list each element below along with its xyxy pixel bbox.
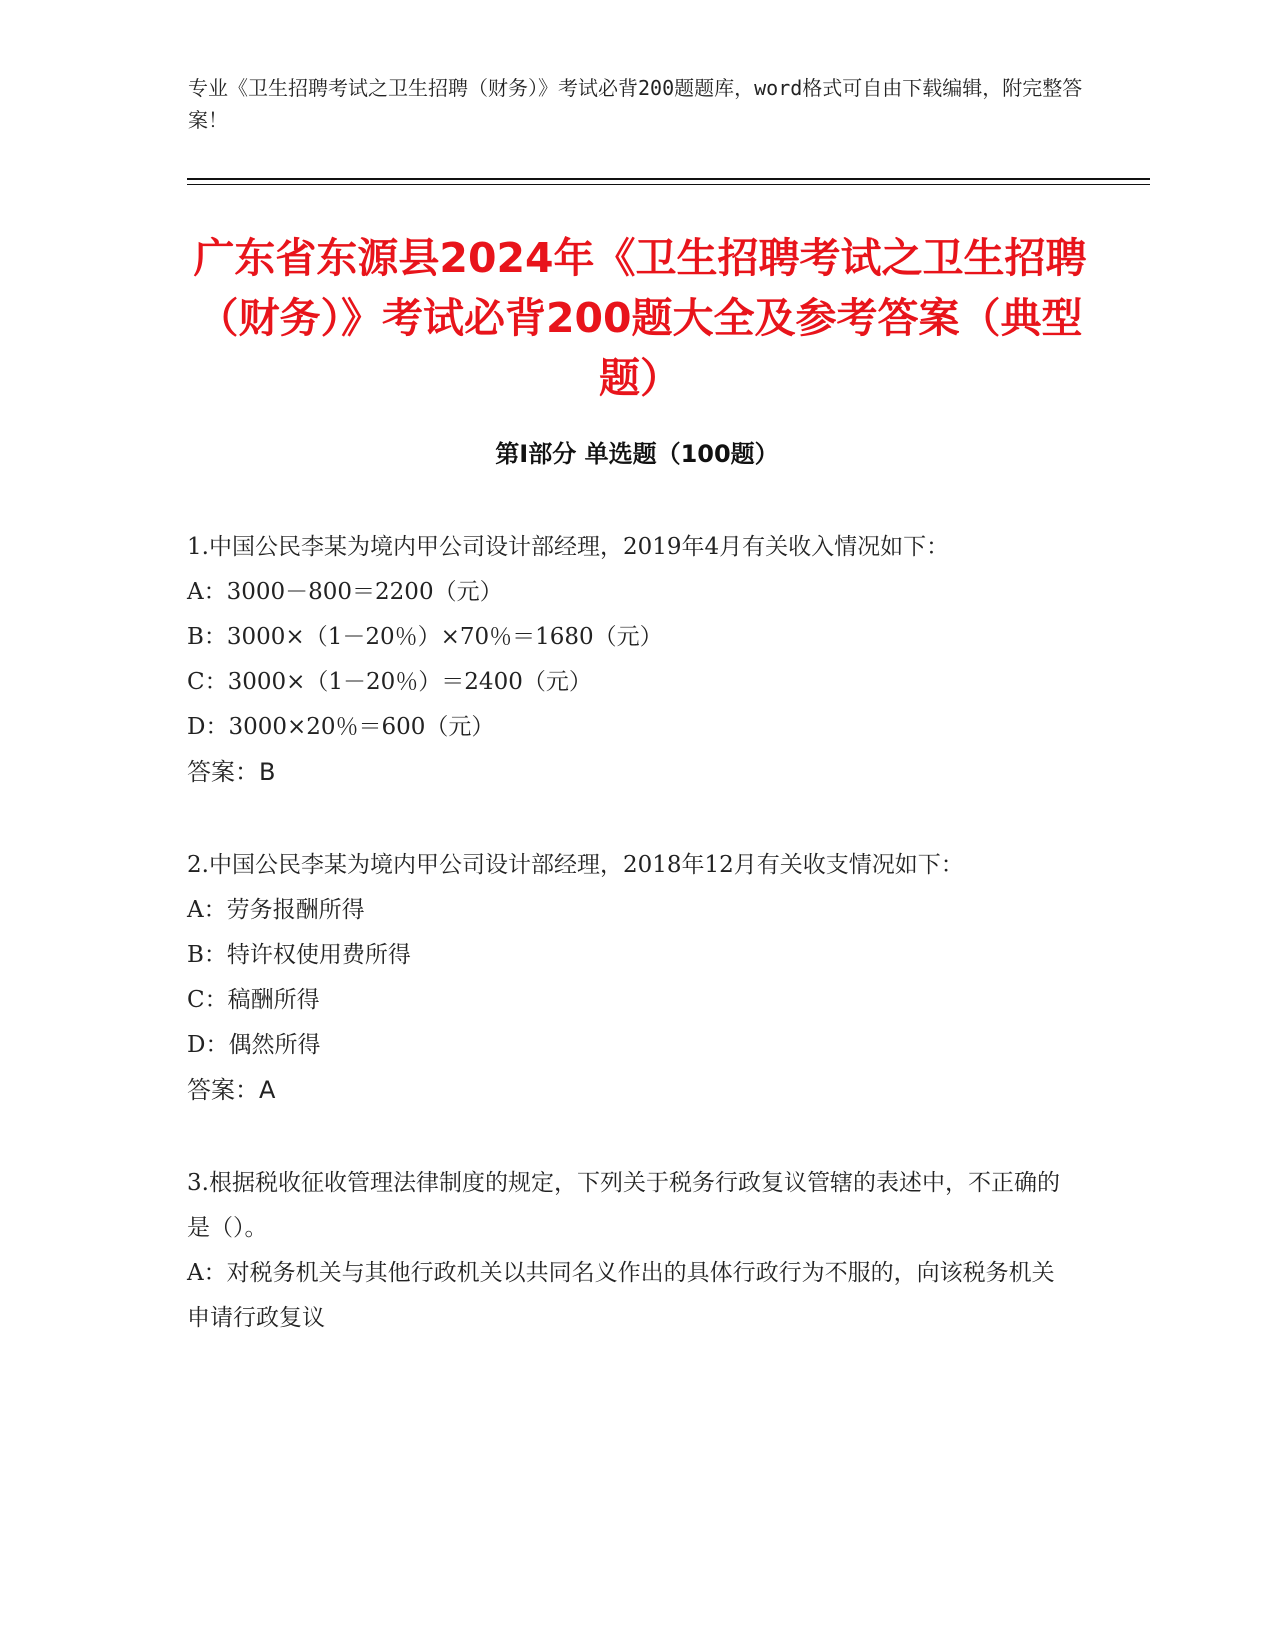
header-note: 专业《卫生招聘考试之卫生招聘（财务）》考试必背200题题库，word格式可自由下载编辑，附完整答案！ — [188, 76, 1083, 132]
option-c: C：3000×（1－20％）＝2400（元） — [187, 669, 592, 695]
answer: 答案：B — [187, 758, 276, 786]
question-2 — [187, 843, 1077, 1113]
option-d: D：3000×20％＝600（元） — [187, 714, 495, 740]
option-c: C：稿酬所得 — [187, 987, 320, 1013]
question-stem: 2.中国公民李某为境内甲公司设计部经理，2018年12月有关收支情况如下： — [187, 852, 964, 878]
option-a: A：劳务报酬所得 — [187, 897, 365, 923]
answer: 答案：A — [187, 1076, 276, 1104]
question-list — [187, 525, 1077, 1389]
option-b: B：特许权使用费所得 — [187, 942, 411, 968]
option-d: D：偶然所得 — [187, 1032, 321, 1058]
header-divider-thin — [187, 184, 1150, 185]
question-stem: 3.根据税收征收管理法律制度的规定，下列关于税务行政复议管辖的表述中，不正确的是（）。 — [187, 1170, 1060, 1241]
document-title: 广东省东源县2024年《卫生招聘考试之卫生招聘（财务）》考试必背200题大全及参考答案（典型题） — [193, 234, 1087, 402]
question-3 — [187, 1161, 1077, 1341]
option-b: B：3000×（1－20％）×70％＝1680（元） — [187, 624, 663, 650]
question-stem: 1.中国公民李某为境内甲公司设计部经理，2019年4月有关收入情况如下： — [187, 534, 950, 560]
option-a: A：对税务机关与其他行政机关以共同名义作出的具体行政行为不服的，向该税务机关申请行政复议 — [187, 1260, 1055, 1331]
header-divider-thick — [187, 178, 1150, 180]
option-a: A：3000－800＝2200（元） — [187, 579, 503, 605]
section-title: 第I部分 单选题（100题） — [495, 440, 779, 468]
question-1 — [187, 525, 1077, 795]
